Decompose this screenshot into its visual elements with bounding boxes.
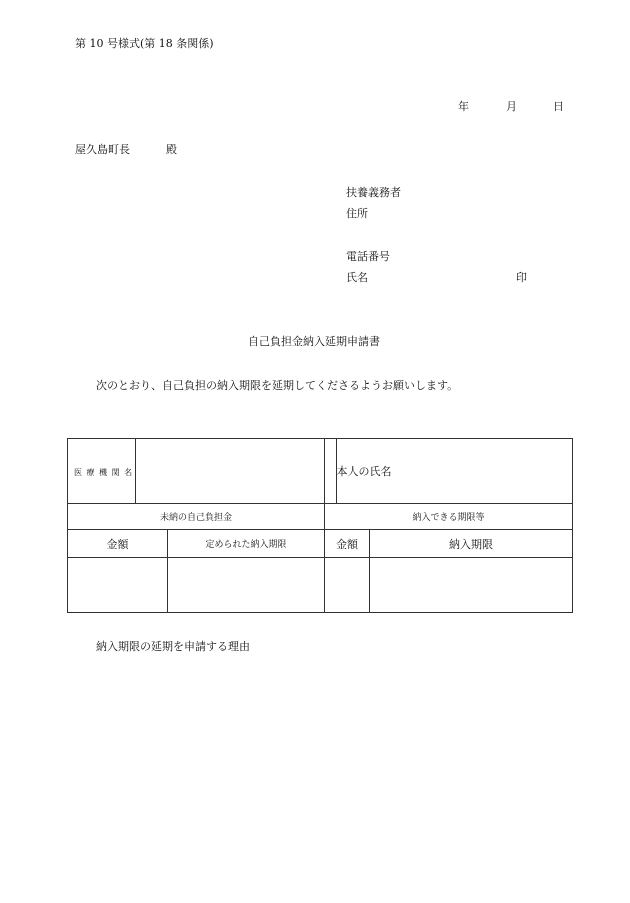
form-number: 第 10 号様式(第 18 条関係) bbox=[75, 37, 214, 50]
date-month: 月 bbox=[506, 100, 517, 113]
unpaid-header: 未納の自己負担金 bbox=[68, 504, 325, 530]
addressee-honorific: 殿 bbox=[166, 143, 177, 156]
institution-cell bbox=[68, 439, 325, 504]
institution-label: 医 療 機 関 名 bbox=[74, 467, 134, 477]
document-title: 自己負担金納入延期申請書 bbox=[248, 335, 380, 348]
applicant-phone-label: 電話番号 bbox=[346, 250, 390, 263]
date-year: 年 bbox=[458, 100, 469, 113]
date-day: 日 bbox=[553, 100, 564, 113]
payable-header: 納入できる期限等 bbox=[325, 504, 573, 530]
set-deadline-field[interactable] bbox=[168, 558, 325, 613]
application-table bbox=[67, 438, 573, 613]
patient-name-field[interactable] bbox=[336, 439, 572, 503]
set-deadline-header: 定められた納入期限 bbox=[168, 530, 325, 558]
deadline-header: 納入期限 bbox=[370, 530, 573, 558]
seal-mark: 印 bbox=[516, 271, 527, 284]
body-text: 次のとおり、自己負担の納入期限を延期してくださるようお願いします。 bbox=[96, 379, 459, 392]
payable-deadline-field[interactable] bbox=[370, 558, 573, 613]
institution-value[interactable] bbox=[135, 439, 324, 503]
unpaid-amount-field[interactable] bbox=[68, 558, 168, 613]
institution-label-cell bbox=[68, 439, 135, 503]
reason-label: 納入期限の延期を申請する理由 bbox=[96, 640, 250, 653]
payable-amount-field[interactable] bbox=[325, 558, 370, 613]
applicant-role: 扶養義務者 bbox=[346, 186, 401, 199]
addressee-name: 屋久島町長 bbox=[75, 143, 130, 156]
patient-cell bbox=[325, 439, 573, 504]
applicant-name-label: 氏名 bbox=[346, 271, 368, 284]
applicant-address-label: 住所 bbox=[346, 207, 368, 220]
amount-header: 金額 bbox=[68, 530, 168, 558]
patient-label: 本人の氏名 bbox=[336, 465, 392, 478]
amount-header-2: 金額 bbox=[325, 530, 370, 558]
